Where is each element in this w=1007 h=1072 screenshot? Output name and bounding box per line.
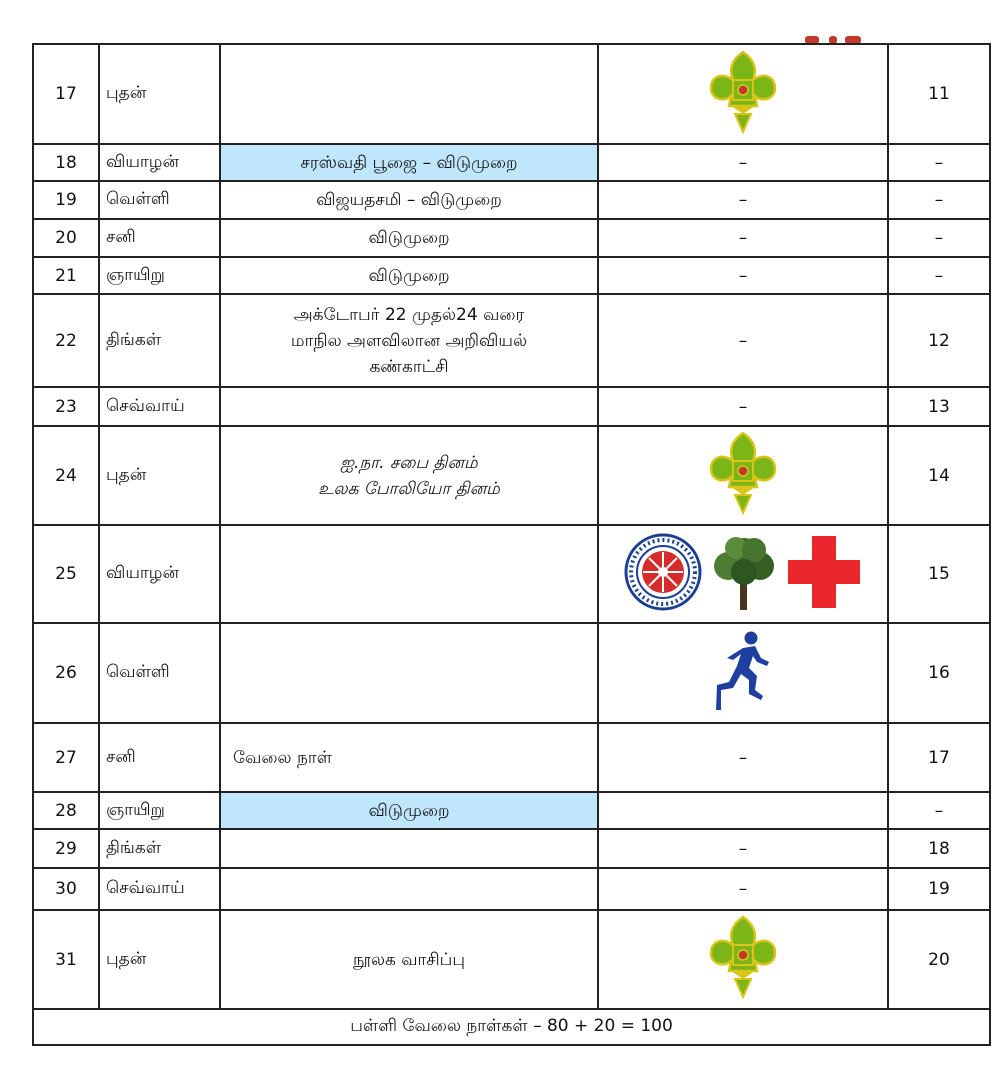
scout-emblem-icon [709,431,777,520]
day-cell: சனி [99,219,220,257]
workday-count-cell: – [888,219,990,257]
date-cell: 29 [33,829,99,868]
workday-count-cell: 20 [888,910,990,1009]
event-line: விடுமுறை [368,800,450,821]
date-cell: 18 [33,144,99,181]
event-cell [220,181,598,219]
table-row [33,910,990,1009]
table-row [33,294,990,387]
workday-count-cell: 15 [888,525,990,623]
workday-count-cell: 19 [888,868,990,910]
day-cell: செவ்வாய் [99,387,220,426]
day-cell: திங்கள் [99,294,220,387]
event-cell [220,219,598,257]
date-cell: 23 [33,387,99,426]
activity-icons [624,532,862,617]
date-cell: 28 [33,792,99,829]
date-cell: 31 [33,910,99,1009]
scout-emblem-icon [709,915,777,1004]
scout-emblem-icon [709,50,777,139]
workday-count-cell: 13 [888,387,990,426]
date-cell: 17 [33,44,99,144]
date-cell: 22 [33,294,99,387]
activity-cell [598,910,888,1009]
event-line: விஜயதசமி – விடுமுறை [316,190,502,210]
table-row [33,44,990,144]
activity-text: – [738,152,748,173]
date-cell: 24 [33,426,99,525]
table-row [33,723,990,792]
table-row [33,144,990,181]
activity-text: – [738,330,748,351]
workday-count-cell: 17 [888,723,990,792]
event-cell [220,723,598,792]
event-line: வேலை நாள் [233,747,333,768]
activity-text: – [738,838,748,859]
event-line: ஐ.நா. சபை தினம் [340,452,478,473]
date-cell: 27 [33,723,99,792]
activity-text: – [738,265,748,286]
runner-icon [713,630,773,717]
table-row [33,792,990,829]
activity-cell [598,829,888,868]
workday-count-cell: 14 [888,426,990,525]
day-cell: வெள்ளி [99,181,220,219]
date-cell: 26 [33,623,99,723]
activity-icons [709,50,777,139]
activity-cell [598,219,888,257]
date-cell: 21 [33,257,99,294]
calendar-table [32,43,991,1046]
workday-count-cell: 12 [888,294,990,387]
activity-icons [709,915,777,1004]
day-cell: புதன் [99,910,220,1009]
event-line: விடுமுறை [368,228,450,248]
event-line: விடுமுறை [368,265,450,286]
footer-row [33,1009,990,1045]
table-row [33,525,990,623]
day-cell: வெள்ளி [99,623,220,723]
activity-icons [709,431,777,520]
tree-icon [710,532,778,617]
activity-cell [598,44,888,144]
table-row [33,219,990,257]
day-cell: வியாழன் [99,144,220,181]
event-cell [220,868,598,910]
workday-count-cell: – [888,181,990,219]
day-cell: புதன் [99,44,220,144]
date-cell: 25 [33,525,99,623]
table-row [33,829,990,868]
event-cell [220,144,598,181]
nss-logo-icon [624,533,702,616]
activity-cell [598,623,888,723]
event-line: நூலக வாசிப்பு [352,949,465,970]
activity-cell [598,525,888,623]
activity-cell [598,294,888,387]
activity-text: – [738,396,748,417]
table-row [33,257,990,294]
event-cell [220,792,598,829]
event-cell [220,294,598,387]
activity-text: – [738,190,748,210]
day-cell: புதன் [99,426,220,525]
workday-count-cell: 16 [888,623,990,723]
day-cell: திங்கள் [99,829,220,868]
workday-count-cell: – [888,144,990,181]
event-cell [220,910,598,1009]
day-cell: ஞாயிறு [99,257,220,294]
table-row [33,868,990,910]
activity-icons [713,630,773,717]
event-line: கண்காட்சி [369,356,449,377]
day-cell: சனி [99,723,220,792]
event-cell [220,387,598,426]
activity-cell [598,387,888,426]
red-cross-icon [786,534,862,615]
workday-count-cell: – [888,257,990,294]
event-cell [220,44,598,144]
event-cell [220,525,598,623]
date-cell: 30 [33,868,99,910]
activity-text: – [738,747,748,768]
workday-count-cell: 11 [888,44,990,144]
activity-cell [598,144,888,181]
activity-cell [598,723,888,792]
activity-cell [598,426,888,525]
activity-cell [598,257,888,294]
activity-text: – [738,879,748,899]
workday-count-cell: 18 [888,829,990,868]
event-cell [220,257,598,294]
table-row [33,426,990,525]
table-row [33,623,990,723]
event-line: உலக போலியோ தினம் [318,478,500,499]
event-cell [220,426,598,525]
activity-text: – [738,228,748,248]
day-cell: ஞாயிறு [99,792,220,829]
event-line: சரஸ்வதி பூஜை – விடுமுறை [300,152,518,173]
table-row [33,181,990,219]
day-cell: வியாழன் [99,525,220,623]
workday-count-cell: – [888,792,990,829]
table-row [33,387,990,426]
event-cell [220,623,598,723]
activity-cell [598,181,888,219]
event-line: மாநில அளவிலான அறிவியல் [290,330,528,351]
activity-cell [598,792,888,829]
event-cell [220,829,598,868]
total-workdays: பள்ளி வேலை நாள்கள் – 80 + 20 = 100 [33,1009,990,1045]
date-cell: 20 [33,219,99,257]
day-cell: செவ்வாய் [99,868,220,910]
event-line: அக்டோபர் 22 முதல்24 வரை [293,304,525,325]
activity-cell [598,868,888,910]
date-cell: 19 [33,181,99,219]
